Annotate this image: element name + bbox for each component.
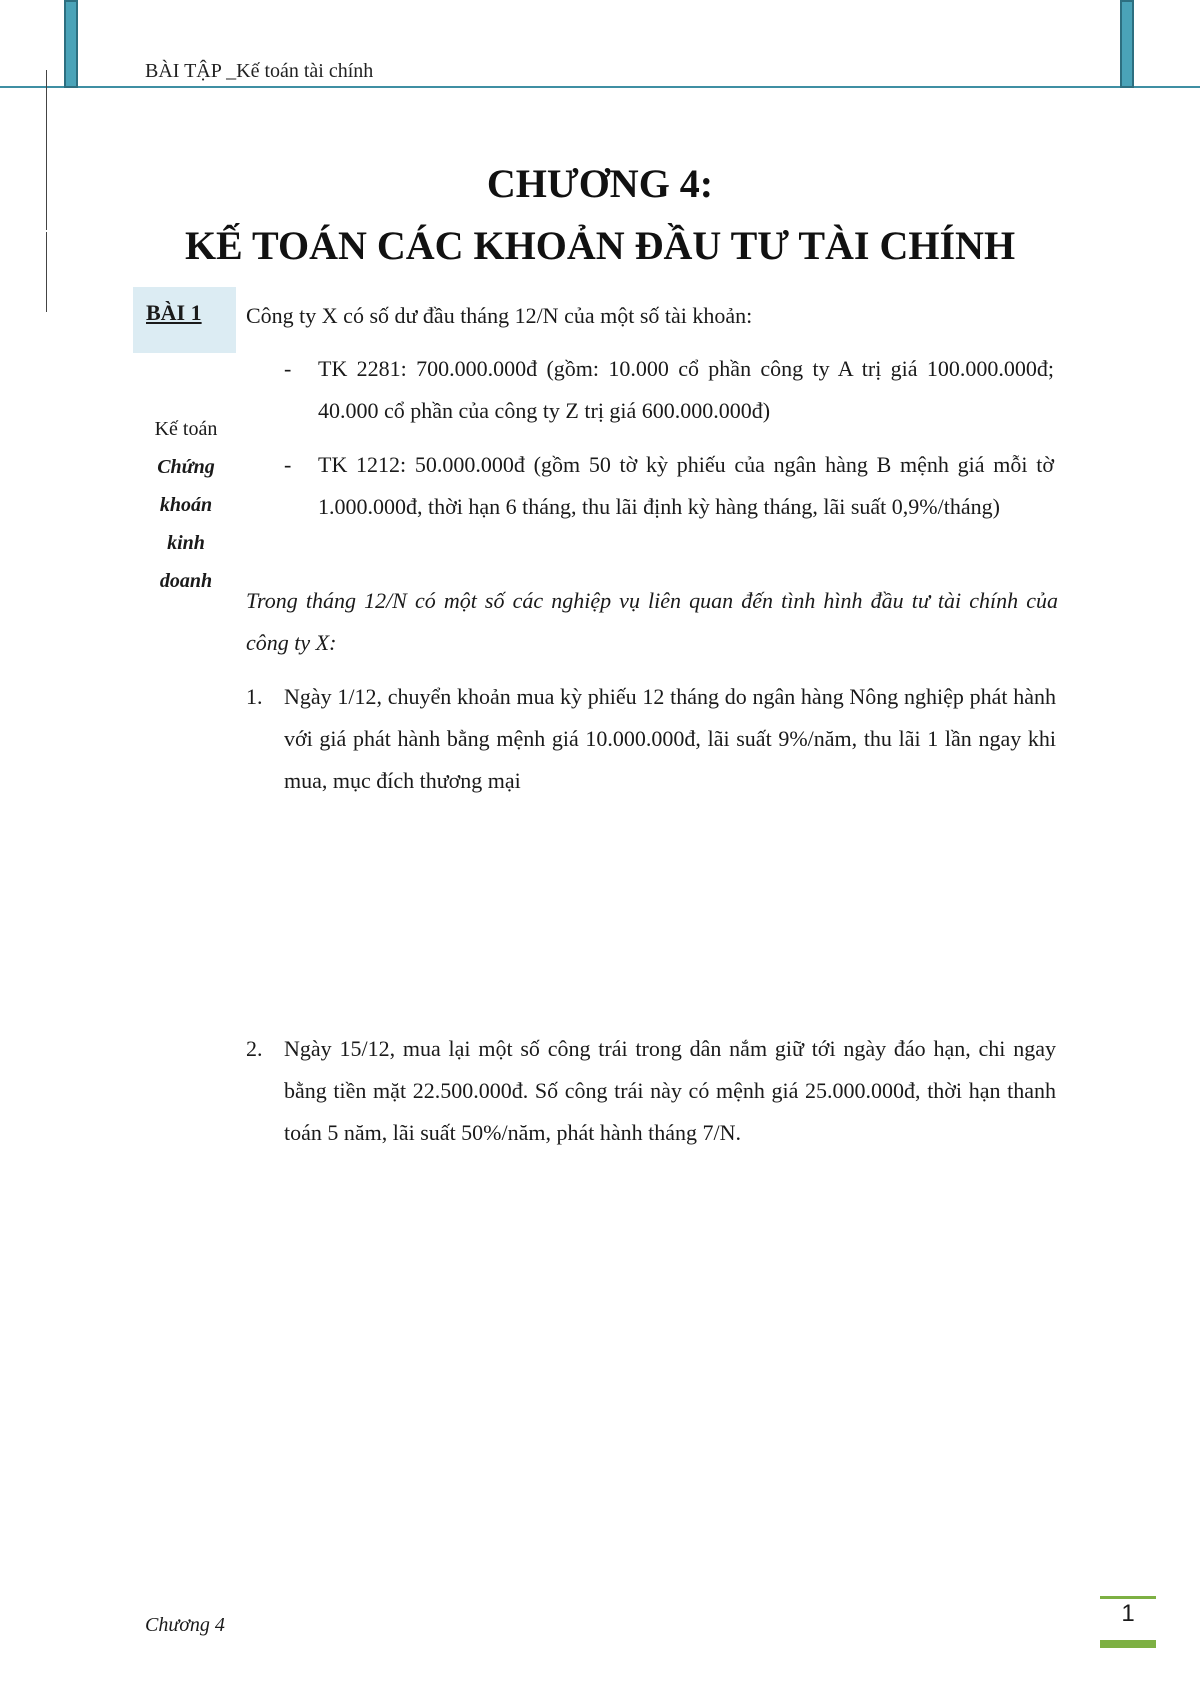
page-number-rule bbox=[1100, 1596, 1156, 1599]
sidebar-topic-line: kinh bbox=[167, 532, 205, 554]
sidebar-topic-line: Chứng bbox=[157, 456, 215, 478]
item-text: Ngày 15/12, mua lại một số công trái trong dân nắm giữ tới ngày đáo hạn, chi ngay bằng tiền mặt 22.500.000đ. Số công trái này có mệnh giá 25.000.000đ, thời hạn thanh toán 5 năm, lãi suất 50%/năm, phát hành tháng 7/N. bbox=[284, 1036, 1056, 1145]
sidebar-topic-line: Kế toán bbox=[154, 418, 218, 440]
bullet-marker: - bbox=[284, 356, 292, 381]
header-bar-right bbox=[1120, 0, 1134, 88]
footer-chapter: Chương 4 bbox=[145, 1614, 225, 1636]
page-number-bar bbox=[1100, 1640, 1156, 1648]
chapter-number: CHƯƠNG 4: bbox=[486, 161, 714, 206]
transactions-intro: Trong tháng 12/N có một số các nghiệp vụ liên quan đến tình hình đầu tư tài chính của công ty X: bbox=[246, 588, 1058, 655]
item-number: 1. bbox=[246, 684, 263, 709]
header-bar-left bbox=[64, 0, 78, 88]
item-text: Ngày 1/12, chuyển khoản mua kỳ phiếu 12 tháng do ngân hàng Nông nghiệp phát hành với giá phát hành bằng mệnh giá 10.000.000đ, lãi suất 9%/năm, thu lãi 1 lần ngay khi mua, mục đích thương mại bbox=[284, 684, 1056, 793]
header-rule bbox=[0, 86, 1200, 88]
page-number: 1 bbox=[1121, 1600, 1135, 1627]
exercise-label: BÀI 1 bbox=[146, 300, 202, 325]
item-number: 2. bbox=[246, 1036, 263, 1061]
bullet-text: TK 1212: 50.000.000đ (gồm 50 tờ kỳ phiếu của ngân hàng B mệnh giá mỗi tờ 1.000.000đ, thời hạn 6 tháng, thu lãi định kỳ hàng tháng, lãi suất 0,9%/tháng) bbox=[318, 452, 1054, 519]
chapter-title: KẾ TOÁN CÁC KHOẢN ĐẦU TƯ TÀI CHÍNH bbox=[184, 223, 1016, 268]
running-header: BÀI TẬP _Kế toán tài chính bbox=[145, 60, 374, 82]
sidebar-topic-line: khoán bbox=[159, 494, 213, 516]
bullet-marker: - bbox=[284, 452, 292, 477]
sidebar-topic-line: doanh bbox=[159, 570, 213, 592]
bullet-text: TK 2281: 700.000.000đ (gồm: 10.000 cổ phần công ty A trị giá 100.000.000đ; 40.000 cổ phần của công ty Z trị giá 600.000.000đ) bbox=[318, 356, 1054, 423]
exercise-intro: Công ty X có số dư đầu tháng 12/N của một số tài khoản: bbox=[246, 303, 753, 328]
